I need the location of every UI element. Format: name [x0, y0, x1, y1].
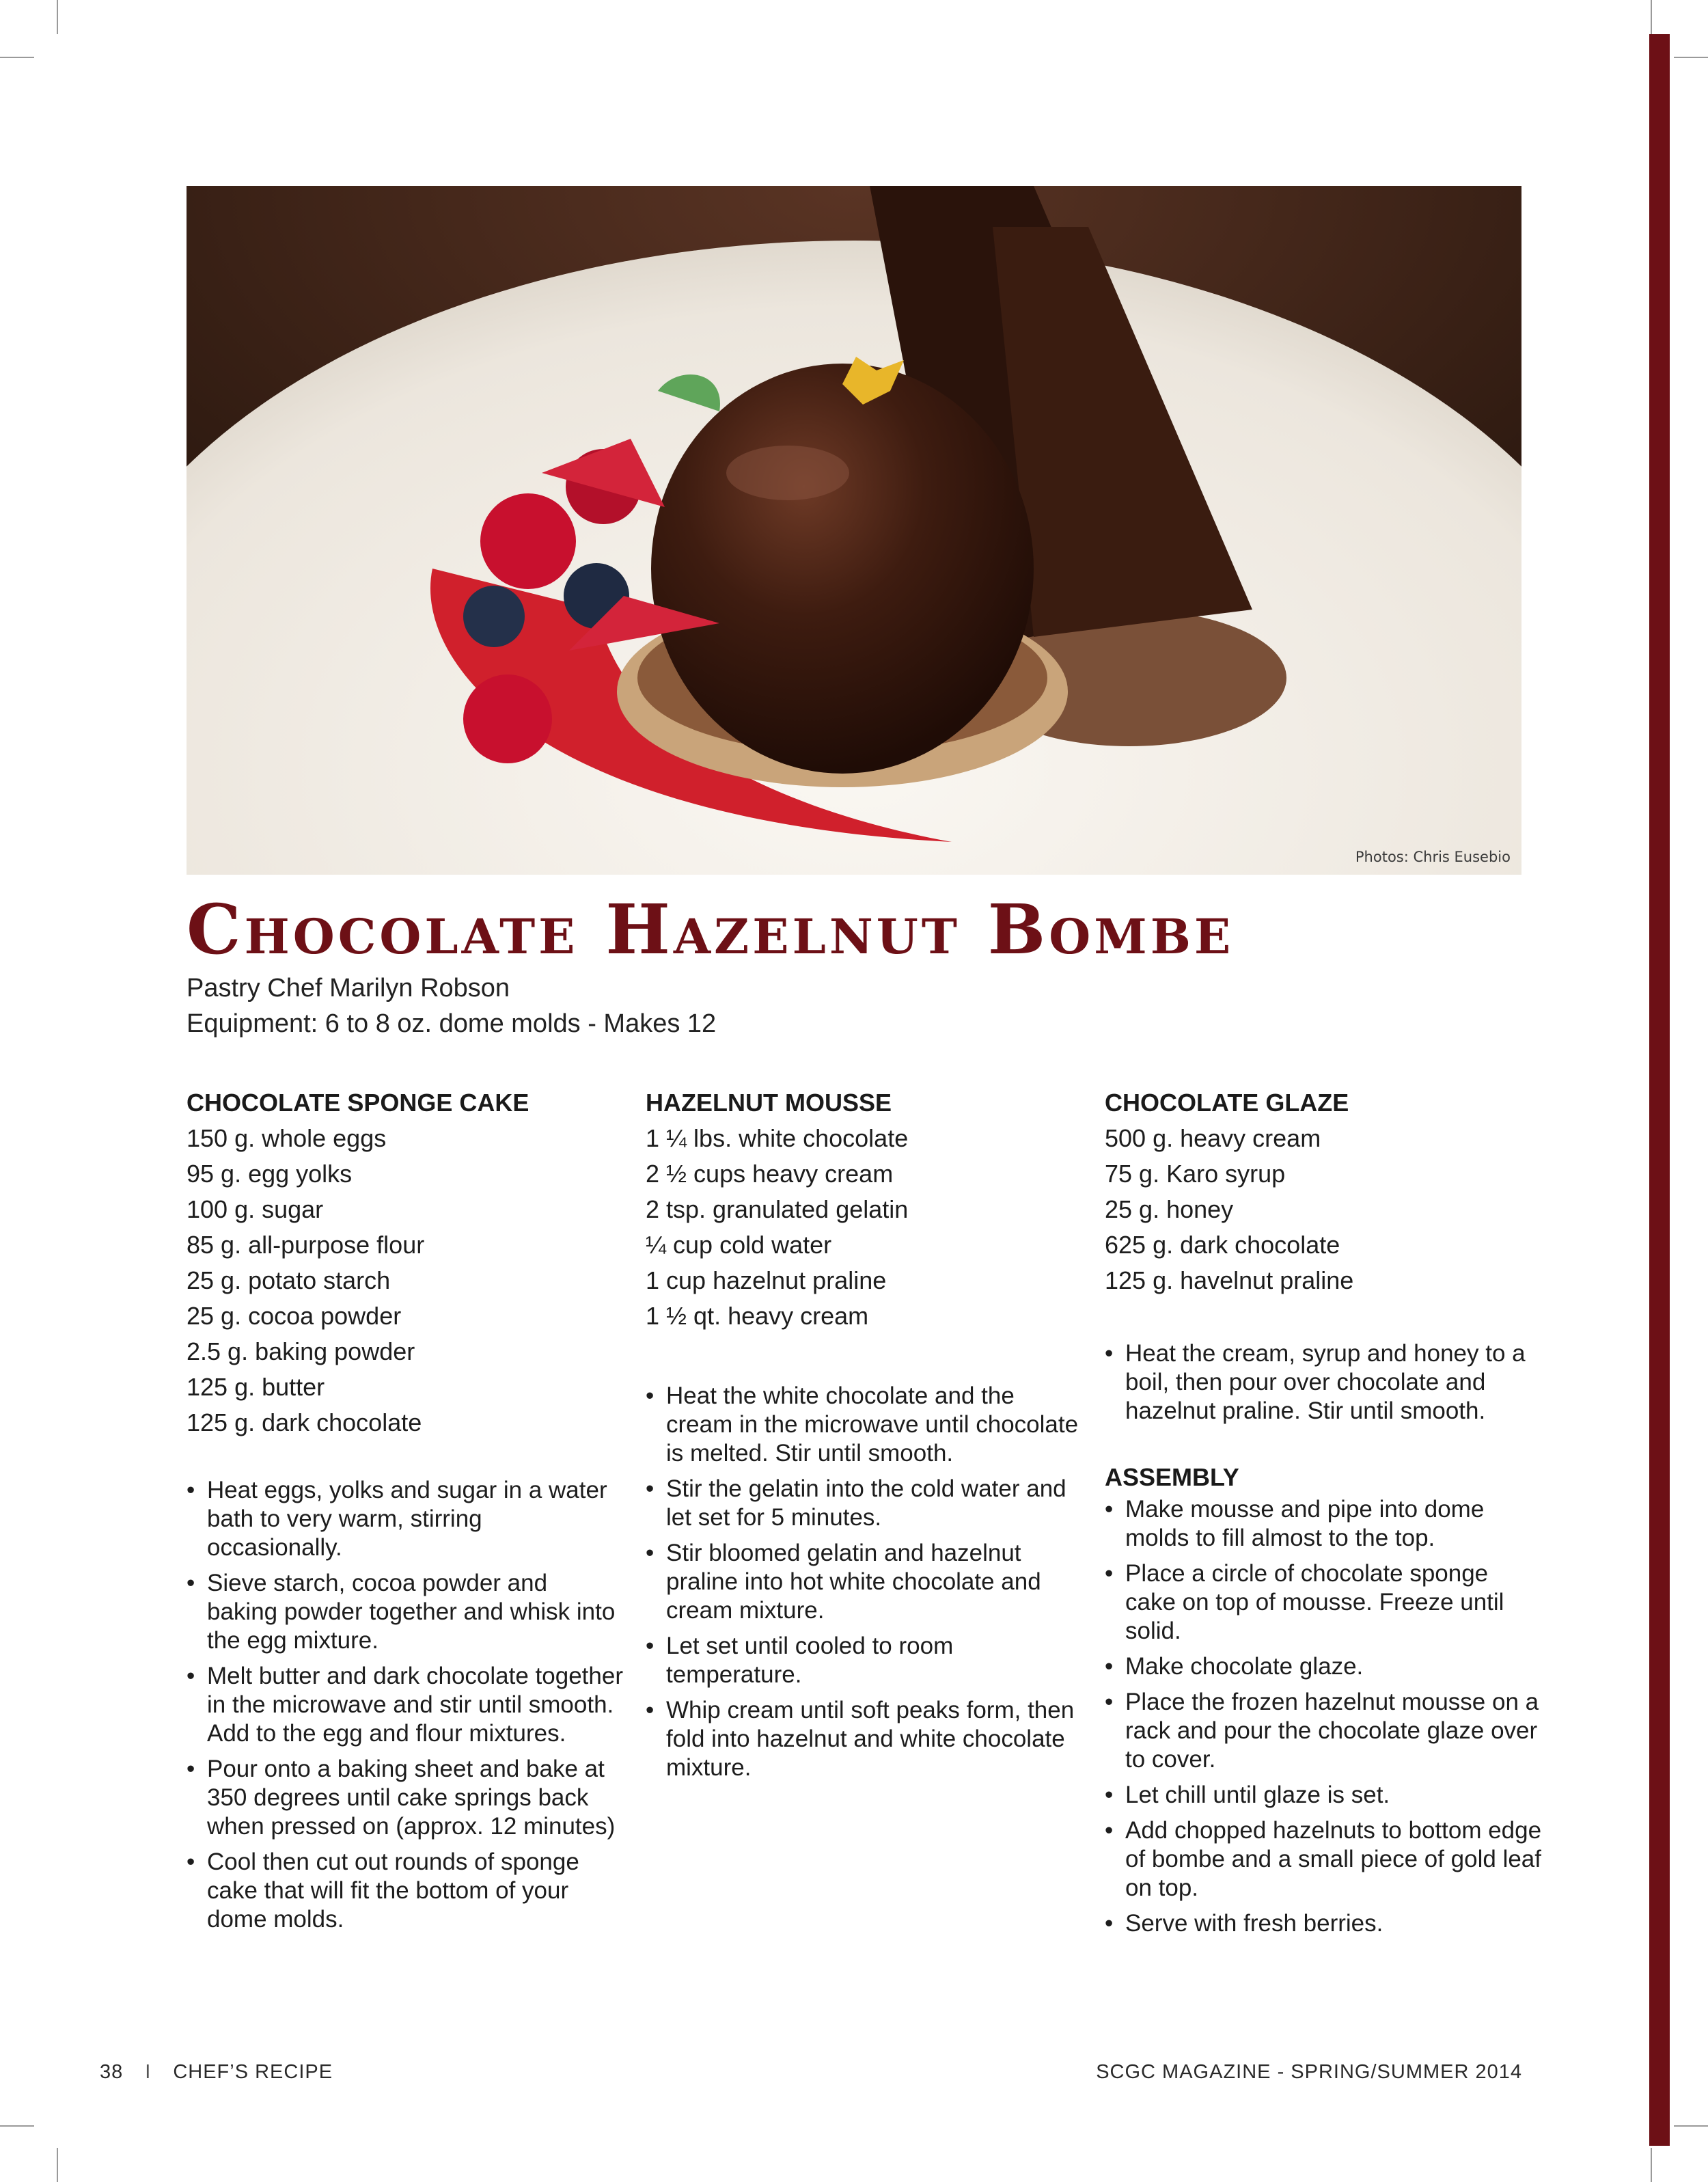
step-item: • Heat the cream, syrup and honey to a boil, then pour over chocolate and hazelnut praline. Stir until smooth.	[1105, 1339, 1542, 1426]
page-edge-accent-bar	[1649, 34, 1670, 2146]
ingredient-item: 25 g. honey	[1105, 1195, 1234, 1223]
crop-mark-top-right-h	[1674, 57, 1708, 58]
crop-mark-bottom-right	[1651, 2148, 1652, 2182]
ingredient-item: 2 ½ cups heavy cream	[646, 1160, 894, 1188]
footer-publication: SCGC MAGAZINE - SPRING/SUMMER 2014	[1096, 2061, 1522, 2083]
assembly-steps	[1105, 1495, 1542, 1938]
step-item: • Serve with fresh berries.	[1105, 1909, 1542, 1938]
ingredient-item: 1 ½ qt. heavy cream	[646, 1302, 869, 1330]
mousse-steps	[646, 1382, 1083, 1782]
ingredient-item: 500 g. heavy cream	[1105, 1124, 1321, 1152]
page-number: 38	[100, 2061, 124, 2083]
step-item: • Sieve starch, cocoa powder and baking powder together and whisk into the egg mixture.	[187, 1569, 624, 1655]
dessert-photo	[187, 186, 1521, 875]
section-heading-sponge: CHOCOLATE SPONGE CAKE	[187, 1089, 529, 1117]
step-item: • Pour onto a baking sheet and bake at 350 degrees until cake springs back when pressed on (approx. 12 minutes)	[187, 1755, 624, 1841]
ingredient-item: 95 g. egg yolks	[187, 1160, 353, 1188]
footer-separator: I	[145, 2061, 152, 2083]
chef-name: Pastry Chef Marilyn Robson	[187, 974, 510, 1003]
dessert-illustration	[187, 186, 1521, 875]
ingredient-item: 100 g. sugar	[187, 1195, 324, 1223]
step-item: • Heat eggs, yolks and sugar in a water bath to very warm, stirring occasionally.	[187, 1476, 624, 1562]
glaze-steps	[1105, 1339, 1542, 1426]
column-sponge-cake	[187, 1085, 624, 1941]
footer-left	[100, 2058, 333, 2086]
step-item: • Whip cream until soft peaks form, then fold into hazelnut and white chocolate mixture.	[646, 1696, 1083, 1782]
column-glaze-assembly	[1105, 1085, 1542, 1945]
ingredient-item: 1 ¼ lbs. white chocolate	[646, 1124, 909, 1152]
crop-mark-top-right	[1651, 0, 1652, 34]
column-hazelnut-mousse	[646, 1085, 1083, 1789]
ingredient-item: 625 g. dark chocolate	[1105, 1231, 1340, 1259]
section-name: CHEF’S RECIPE	[173, 2061, 333, 2083]
crop-mark-bottom-left-h	[0, 2125, 34, 2127]
equipment-line: Equipment: 6 to 8 oz. dome molds - Makes 12	[187, 1009, 717, 1038]
ingredient-item: 125 g. dark chocolate	[187, 1408, 422, 1436]
photo-credit: Photos: Chris Eusebio	[1355, 849, 1511, 865]
ingredient-item: 125 g. havelnut praline	[1105, 1266, 1354, 1294]
section-heading-assembly: ASSEMBLY	[1105, 1463, 1239, 1491]
section-heading-glaze: CHOCOLATE GLAZE	[1105, 1089, 1349, 1117]
step-item: • Cool then cut out rounds of sponge cake that will fit the bottom of your dome molds.	[187, 1848, 624, 1934]
crop-mark-bottom-right-h	[1674, 2125, 1708, 2127]
step-item: • Make mousse and pipe into dome molds to fill almost to the top.	[1105, 1495, 1542, 1553]
ingredient-item: 2.5 g. baking powder	[187, 1337, 415, 1365]
step-item: • Add chopped hazelnuts to bottom edge of bombe and a small piece of gold leaf on top.	[1105, 1816, 1542, 1903]
crop-mark-top-left	[57, 0, 58, 34]
step-item: • Heat the white chocolate and the cream in the microwave until chocolate is melted. Stir until smooth.	[646, 1382, 1083, 1468]
crop-mark-bottom-left	[57, 2148, 58, 2182]
section-heading-mousse: HAZELNUT MOUSSE	[646, 1089, 892, 1117]
sponge-steps	[187, 1476, 624, 1934]
ingredient-item: 25 g. potato starch	[187, 1266, 391, 1294]
ingredient-item: 75 g. Karo syrup	[1105, 1160, 1286, 1188]
step-item: • Place the frozen hazelnut mousse on a rack and pour the chocolate glaze over to cover.	[1105, 1688, 1542, 1774]
step-item: • Melt butter and dark chocolate together in the microwave and stir until smooth. Add to the egg and flour mixtures.	[187, 1662, 624, 1748]
step-item: • Let set until cooled to room temperature.	[646, 1632, 1083, 1689]
crop-mark-top-left-h	[0, 57, 34, 58]
step-item: • Make chocolate glaze.	[1105, 1652, 1542, 1681]
ingredient-item: ¼ cup cold water	[646, 1231, 832, 1259]
step-item: • Let chill until glaze is set.	[1105, 1781, 1542, 1810]
step-item: • Stir bloomed gelatin and hazelnut praline into hot white chocolate and cream mixture.	[646, 1539, 1083, 1625]
mousse-ingredient-list	[646, 1121, 1083, 1334]
ingredient-item: 2 tsp. granulated gelatin	[646, 1195, 909, 1223]
recipe-byline	[187, 970, 716, 1041]
step-item: • Stir the gelatin into the cold water and let set for 5 minutes.	[646, 1475, 1083, 1532]
step-item: • Place a circle of chocolate sponge cake on top of mousse. Freeze until solid.	[1105, 1559, 1542, 1646]
recipe-title: Chocolate Hazelnut Bombe	[187, 889, 1235, 970]
ingredient-item: 150 g. whole eggs	[187, 1124, 387, 1152]
ingredient-item: 1 cup hazelnut praline	[646, 1266, 887, 1294]
ingredient-item: 85 g. all-purpose flour	[187, 1231, 425, 1259]
sponge-ingredient-list	[187, 1121, 624, 1441]
glaze-ingredient-list	[1105, 1121, 1542, 1298]
ingredient-item: 25 g. cocoa powder	[187, 1302, 402, 1330]
ingredient-item: 125 g. butter	[187, 1373, 325, 1401]
